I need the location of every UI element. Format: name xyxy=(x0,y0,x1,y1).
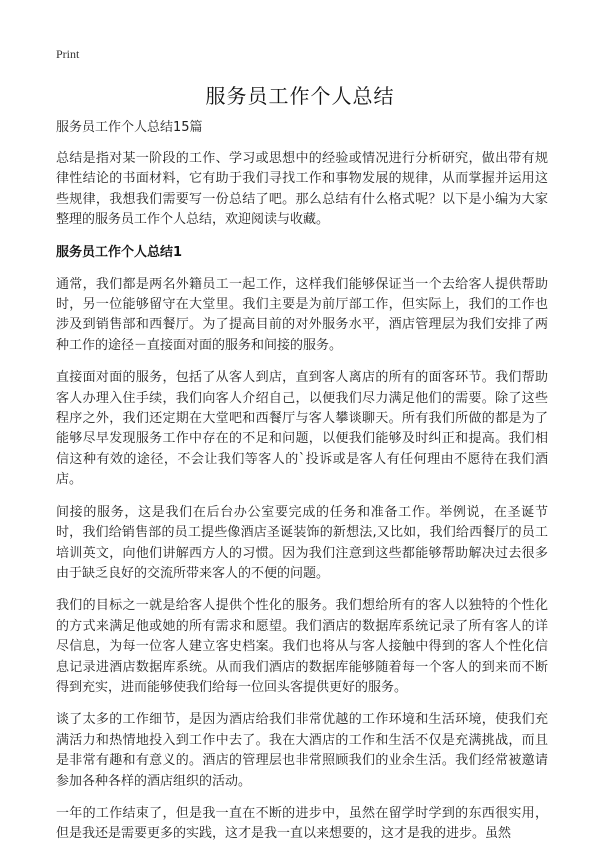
intro-paragraph: 总结是指对某一阶段的工作、学习或思想中的经验或情况进行分析研究，做出带有规律性结论的书面材料，它有助于我们寻找工作和事物发展的规律，从而掌握并运用这些规律，我想我们需要写一份总结了吧。那么总结有什么格式呢？以下是小编为大家整理的服务员工作个人总结，欢迎阅读与收藏。 xyxy=(56,151,548,228)
document-body xyxy=(56,118,548,857)
page-title: 服务员工作个人总结 xyxy=(205,84,395,108)
body-paragraph-6: 一年的工作结束了，但是我一直在不断的进步中，虽然在留学时学到的东西很实用，但是我还是需要更多的实践，这才是我一直以来想要的，这才是我的进步。虽然 xyxy=(56,805,548,842)
body-paragraph-3: 间接的服务，这是我们在后台办公室要完成的任务和准备工作。举例说，在圣诞节时，我们给销售部的员工提些像酒店圣诞装饰的新想法,又比如，我们给西餐厅的员工培训英文，向他们讲解西方人的习惯。因为我们注意到这些都能够帮助解决过去很多由于缺乏良好的交流所带来客人的不便的问题。 xyxy=(56,504,548,581)
body-paragraph-4: 我们的目标之一就是给客人提供个性化的服务。我们想给所有的客人以独特的个性化的方式来满足他或她的所有需求和愿望。我们酒店的数据库系统记录了所有客人的详尽信息，为每一位客人建立客史档案。我们也将从与客人接触中得到的客人个性化信息记录进酒店数据库系统。从而我们酒店的数据库能够随着每一个客人的到来而不断得到充实，进而能够使我们给每一位回头客提供更好的服务。 xyxy=(56,598,548,695)
section-heading: 服务员工作个人总结1 xyxy=(56,244,183,260)
document-subtitle: 服务员工作个人总结15篇 xyxy=(56,120,203,135)
print-label[interactable]: Print xyxy=(56,47,80,61)
body-paragraph-1: 通常，我们都是两名外籍员工一起工作，这样我们能够保证当一个去给客人提供帮助时，另一位能够留守在大堂里。我们主要是为前厅部工作，但实际上，我们的工作也涉及到销售部和西餐厅。为了提高目前的对外服务水平，酒店管理层为我们安排了两种工作的途径－直接面对面的服务和间接的服务。 xyxy=(56,276,548,353)
body-paragraph-2: 直接面对面的服务，包括了从客人到店，直到客人离店的所有的面客环节。我们帮助客人办理入住手续，我们向客人介绍自己，以便我们尽力满足他们的需要。除了这些程序之外，我们还定期在大堂吧和西餐厅与客人攀谈聊天。所有我们所做的都是为了能够尽早发现服务工作中存在的不足和问题，以便我们能够及时纠正和提高。我们相信这种有效的途径，不会让我们等客人的`投诉或是客人有任何理由不愿待在我们酒店。 xyxy=(56,370,548,488)
body-paragraph-5: 谈了太多的工作细节，是因为酒店给我们非常优越的工作环境和生活环境，使我们充满活力和热情地投入到工作中去了。我在大酒店的工作和生活不仅是充满挑战，而且是非常有趣和有意义的。酒店的管理层也非常照顾我们的业余生活。我们经常被邀请参加各种各样的酒店组织的活动。 xyxy=(56,712,548,789)
